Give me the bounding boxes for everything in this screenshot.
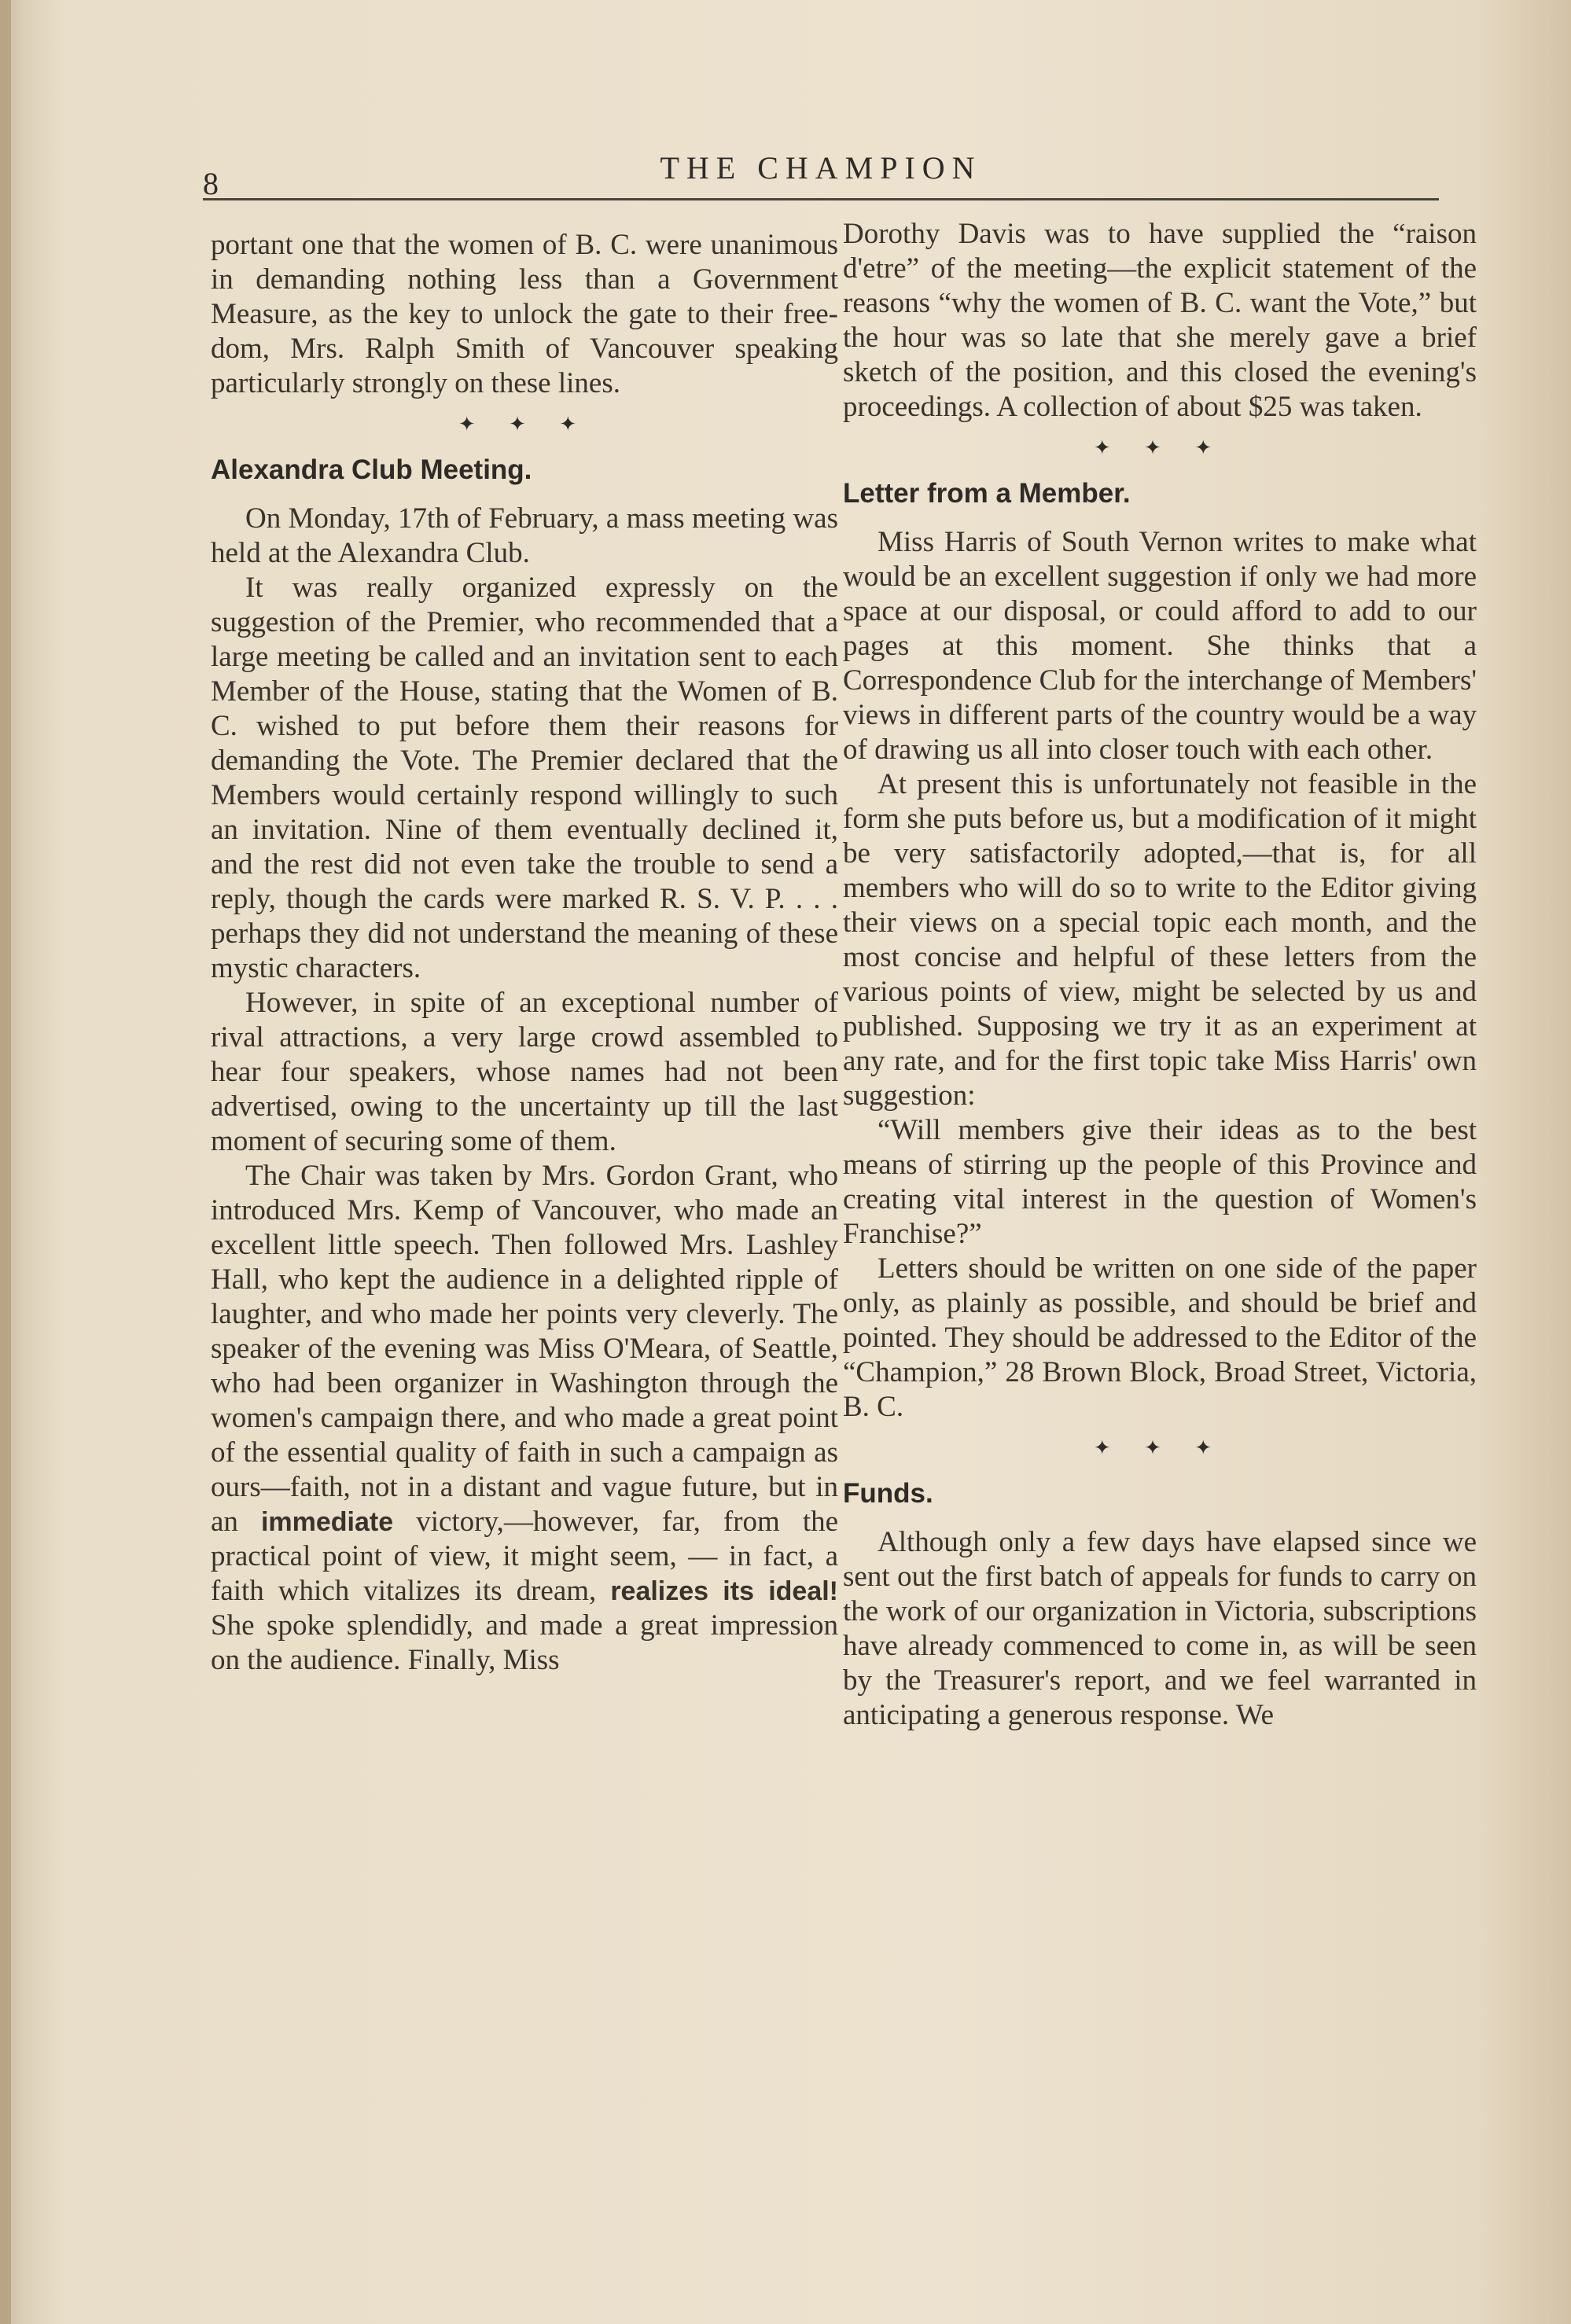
paragraph: Although only a few days have elapsed since we sent out the first batch of appeals for funds to carry on the work of our organization in Victoria, subscriptions have already commenced to come in, as will be seen by the Treasurer's report, and we feel warranted in anticipating a generous response. We: [843, 1526, 1477, 1731]
section-separator: ✦ ✦ ✦: [1093, 436, 1227, 459]
page-spine-edge: [0, 0, 11, 2324]
section-heading-funds: Funds.: [843, 1478, 933, 1509]
emphasis-immediate: immediate: [260, 1507, 394, 1537]
left-column: [211, 228, 838, 1678]
paragraph: Miss Harris of South Vernon writes to make what would be an excellent suggestion if only we had more space at our disposal, or could afford to add to our pages at this moment. She thinks that a Correspondence Club for the interchange of Members' views in different parts of the country would be a way of drawing us all into closer touch with each other.: [843, 526, 1477, 766]
section-heading-alexandra-club: Alexandra Club Meeting.: [211, 454, 532, 485]
paragraph-text: victory,—however, far, from the practical point of view, it might seem, — in fact, a faith which vitalizes its dream,: [211, 1506, 839, 1607]
right-column: [843, 217, 1477, 1733]
section-separator: ✦ ✦ ✦: [1093, 1436, 1227, 1459]
paragraph-continued: portant one that the women of B. C. were unanimous in demanding nothing less than a Government Measure, as the key to unlock the gate to their freedom, Mrs. Ralph Smith of Vancouver speaking particularly strongly on these lines.: [211, 229, 838, 399]
paragraph-speakers: [211, 1159, 838, 1678]
publication-title: THE CHAMPION: [660, 150, 982, 186]
page-header: [203, 146, 1439, 201]
page-number: 8: [203, 166, 219, 201]
paragraph: On Monday, 17th of February, a mass meeting was held at the Alexandra Club.: [211, 502, 838, 569]
paragraph-quote: “Will members give their ideas as to the best means of stirring up the people of this Province and creating vital interest in the question of Women's Franchise?”: [843, 1114, 1477, 1250]
section-separator: ✦ ✦ ✦: [458, 413, 591, 436]
paragraph: However, in spite of an exceptional number of rival attractions, a very large crowd assembled to hear four speakers, whose names had not been advertised, owing to the uncertainty up till the last moment of securing some of them.: [211, 987, 838, 1157]
paragraph-continued: Dorothy Davis was to have supplied the “raison d'etre” of the meeting—the explicit statement of the reasons “why the women of B. C. want the Vote,” but the hour was so late that she merely gave a brief sketch of the position, and this closed the evening's proceedings. A collection of about $25 was taken.: [843, 218, 1477, 423]
paragraph: Letters should be written on one side of the paper only, as plainly as possible, and should be brief and pointed. They should be addressed to the Editor of the “Champion,” 28 Brown Block, Broad Street, Victoria, B. C.: [843, 1252, 1477, 1423]
section-heading-letter: Letter from a Member.: [843, 478, 1131, 509]
paragraph-text: She spoke splendidly, and made a great impression on the audience. Finally, Miss: [211, 1609, 838, 1676]
paragraph-text: The Chair was taken by Mrs. Gordon Grant, who introduced Mrs. Kemp of Vancouver, who made an excellent little speech. Then followed Mrs. Lashley Hall, who kept the audience in a delighted ripple of laughter, and who made her points very cleverly. The speaker of the evening was Miss O'Meara, of Seattle, who had been organizer in Washington through the women's campaign there, and who made a great point of the essential quality of faith in such a campaign as ours—faith, not in a distant and vague future, but in an: [211, 1160, 838, 1538]
paragraph: At present this is unfortunately not feasible in the form she puts before us, but a modification of it might be very satisfactorily adopted,—that is, for all members who will do so to write to the Editor giving their views on a special topic each month, and the most concise and helpful of these letters from the various points of view, might be selected by us and published. Supposing we try it as an experiment at any rate, and for the first topic take Miss Harris' own suggestion:: [843, 768, 1477, 1112]
header-rule: [203, 198, 1439, 200]
paragraph: It was really organized expressly on the suggestion of the Premier, who recommended that a large meeting be called and an invitation sent to each Member of the House, stating that the Women of B. C. wished to put before them their reasons for demanding the Vote. The Premier declared that the Members would certainly respond willingly to such an invitation. Nine of them eventually declined it, and the rest did not even take the trouble to send a reply, though the cards were marked R. S. V. P. . . . perhaps they did not understand the meaning of these mystic characters.: [211, 572, 838, 984]
emphasis-realizes: realizes its ideal!: [610, 1576, 838, 1606]
